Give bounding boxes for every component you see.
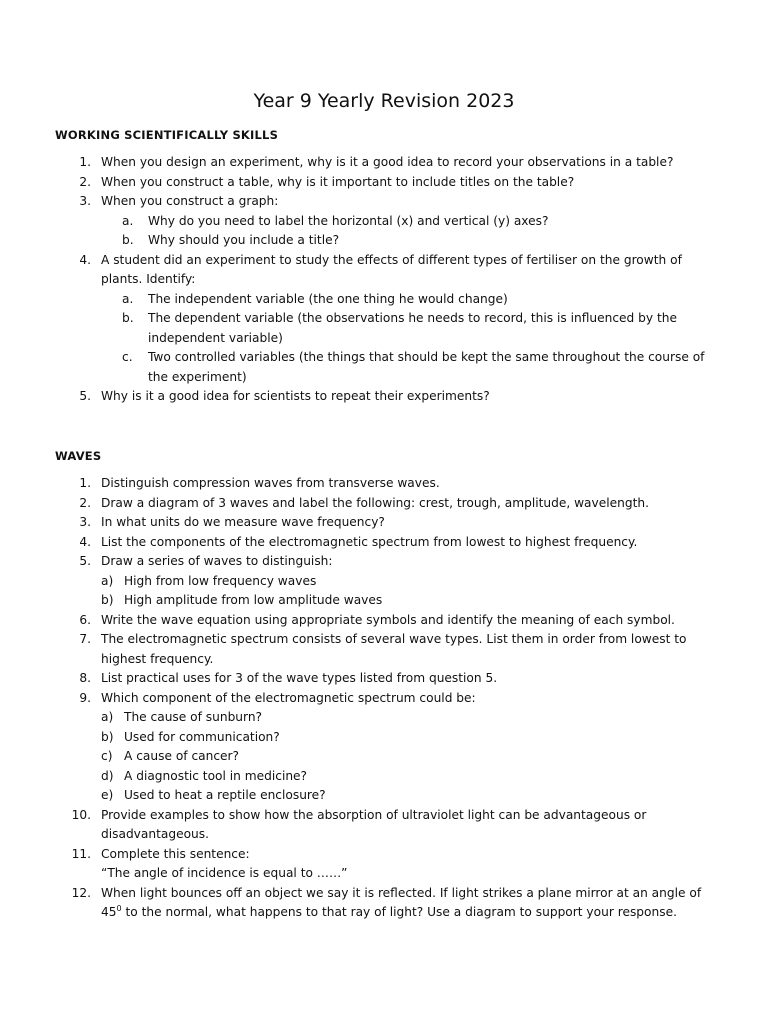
question-text: Draw a diagram of 3 waves and label the following: crest, trough, amplitude, wavelength. xyxy=(101,495,649,510)
list-item: 2. Draw a diagram of 3 waves and label the following: crest, trough, amplitude, wavelength. xyxy=(0,494,768,514)
sub-question: c) A cause of cancer? xyxy=(0,747,768,767)
sub-question: b) Used for communication? xyxy=(0,728,768,748)
sub-question: b. Why should you include a title? xyxy=(0,231,768,251)
list-item: 3. In what units do we measure wave frequency? xyxy=(0,513,768,533)
question-text: A student did an experiment to study the effects of different types of fertiliser on the growth of plants. Identify: xyxy=(101,252,682,286)
sub-question: a. Why do you need to label the horizontal (x) and vertical (y) axes? xyxy=(0,212,768,232)
list-item: 1. Distinguish compression waves from transverse waves. xyxy=(0,474,768,494)
sub-question-text: Why should you include a title? xyxy=(148,233,340,247)
question-text: The electromagnetic spectrum consists of several wave types. List them in order from lowest to highest frequency. xyxy=(101,632,687,666)
list-item: 1. When you design an experiment, why is it a good idea to record your observations in a table? xyxy=(0,153,768,173)
question-text: When light bounces off an object we say it is reflected. If light strikes a plane mirror at an angle of $45^0$ to the normal, what happens to that ray of light? Use a diagram to support your response. xyxy=(101,885,702,919)
list-item: 7. The electromagnetic spectrum consists of several wave types. List them in order from lowest to highest frequency. xyxy=(0,630,768,669)
section-heading-working-scientifically: WORKING SCIENTIFICALLY SKILLS xyxy=(55,128,279,142)
list-item: 2. When you construct a table, why is it important to include titles on the table? xyxy=(0,173,768,193)
sub-question-text: Used to heat a reptile enclosure? xyxy=(124,788,326,802)
sub-question-text: The independent variable (the one thing he would change) xyxy=(148,291,508,306)
sub-question-text: High from low frequency waves xyxy=(124,573,317,588)
quoted-sentence: “The angle of incidence is equal to ……” xyxy=(101,866,348,880)
list-item: 4. List the components of the electromagnetic spectrum from lowest to highest frequency. xyxy=(0,533,768,553)
sub-question: b) High amplitude from low amplitude waves xyxy=(0,591,768,611)
list-item: 4. A student did an experiment to study the effects of different types of fertiliser on the growth of plants. Identify: a. The independent variable (the one thing he would change) b. The dependent variable (the observations he needs to record, this is influenced by the independent variable) c. Two controlled variables (the things that should be kept the same throughout the course of the experiment) xyxy=(0,251,768,388)
list-item: 5. Draw a series of waves to distinguish: a) High from low frequency waves b) High amplitude from low amplitude waves xyxy=(0,552,768,611)
list-item: 10. Provide examples to show how the absorption of ultraviolet light can be advantageous or disadvantageous. xyxy=(0,806,768,845)
waves-questions xyxy=(0,474,768,923)
question-text: In what units do we measure wave frequency? xyxy=(101,515,385,529)
question-text: Complete this sentence: xyxy=(101,846,250,861)
sub-question-text: The dependent variable (the observations he needs to record, this is influenced by the independent variable) xyxy=(148,311,677,345)
sub-question-text: High amplitude from low amplitude waves xyxy=(124,593,383,607)
sub-question-text: Used for communication? xyxy=(124,729,280,744)
list-item: 8. List practical uses for 3 of the wave types listed from question 5. xyxy=(0,669,768,689)
sub-question: e) Used to heat a reptile enclosure? xyxy=(0,786,768,806)
question-text: Distinguish compression waves from transverse waves. xyxy=(101,476,440,490)
sub-question: d) A diagnostic tool in medicine? xyxy=(0,767,768,787)
question-text: List practical uses for 3 of the wave types listed from question 5. xyxy=(101,671,498,685)
sub-question: b. The dependent variable (the observations he needs to record, this is influenced by the independent variable) xyxy=(0,309,768,348)
section-heading-waves: WAVES xyxy=(55,449,102,463)
question-text: When you construct a graph: xyxy=(101,194,279,208)
question-text: When you construct a table, why is it important to include titles on the table? xyxy=(101,174,575,189)
list-item: 6. Write the wave equation using appropriate symbols and identify the meaning of each symbol. xyxy=(0,611,768,631)
question-text: Draw a series of waves to distinguish: xyxy=(101,554,333,568)
question-text: Provide examples to show how the absorption of ultraviolet light can be advantageous or disadvantageous. xyxy=(101,807,647,841)
sub-question-text: Why do you need to label the horizontal (x) and vertical (y) axes? xyxy=(148,213,549,228)
list-item: 9. Which component of the electromagnetic spectrum could be: a) The cause of sunburn? b) Used for communication? c) A cause of cancer? d) A diagnostic tool in medicine? e) Used to heat a reptile enclosure? xyxy=(0,689,768,806)
list-item: 5. Why is it a good idea for scientists to repeat their experiments? xyxy=(0,387,768,407)
sub-question: a. The independent variable (the one thing he would change) xyxy=(0,290,768,310)
sub-question: a) The cause of sunburn? xyxy=(0,708,768,728)
sub-question: a) High from low frequency waves xyxy=(0,572,768,592)
question-text: Write the wave equation using appropriate symbols and identify the meaning of each symbol. xyxy=(101,612,675,627)
list-item: 3. When you construct a graph: a. Why do you need to label the horizontal (x) and vertical (y) axes? b. Why should you include a title? xyxy=(0,192,768,251)
sub-question: c. Two controlled variables (the things that should be kept the same throughout the course of the experiment) xyxy=(0,348,768,387)
question-text: Which component of the electromagnetic spectrum could be: xyxy=(101,690,476,705)
sub-question-text: A cause of cancer? xyxy=(124,749,240,763)
question-text: When you design an experiment, why is it a good idea to record your observations in a table? xyxy=(101,155,674,169)
working-scientifically-questions xyxy=(0,153,768,407)
degree-superscript: 0 xyxy=(116,903,122,913)
sub-question-text: Two controlled variables (the things that should be kept the same throughout the course of the experiment) xyxy=(148,350,705,384)
page-title: Year 9 Yearly Revision 2023 xyxy=(253,90,515,112)
list-item: 12. When light bounces off an object we say it is reflected. If light strikes a plane mirror at an angle of $45^0$ to the normal, what happens to that ray of light? Use a diagram to support your response. xyxy=(0,884,768,923)
sub-question-text: The cause of sunburn? xyxy=(124,710,263,724)
question-text: Why is it a good idea for scientists to repeat their experiments? xyxy=(101,389,490,403)
question-text: List the components of the electromagnetic spectrum from lowest to highest frequency. xyxy=(101,534,638,549)
list-item: 11. Complete this sentence: “The angle of incidence is equal to ……” xyxy=(0,845,768,884)
sub-question-text: A diagnostic tool in medicine? xyxy=(124,768,308,783)
